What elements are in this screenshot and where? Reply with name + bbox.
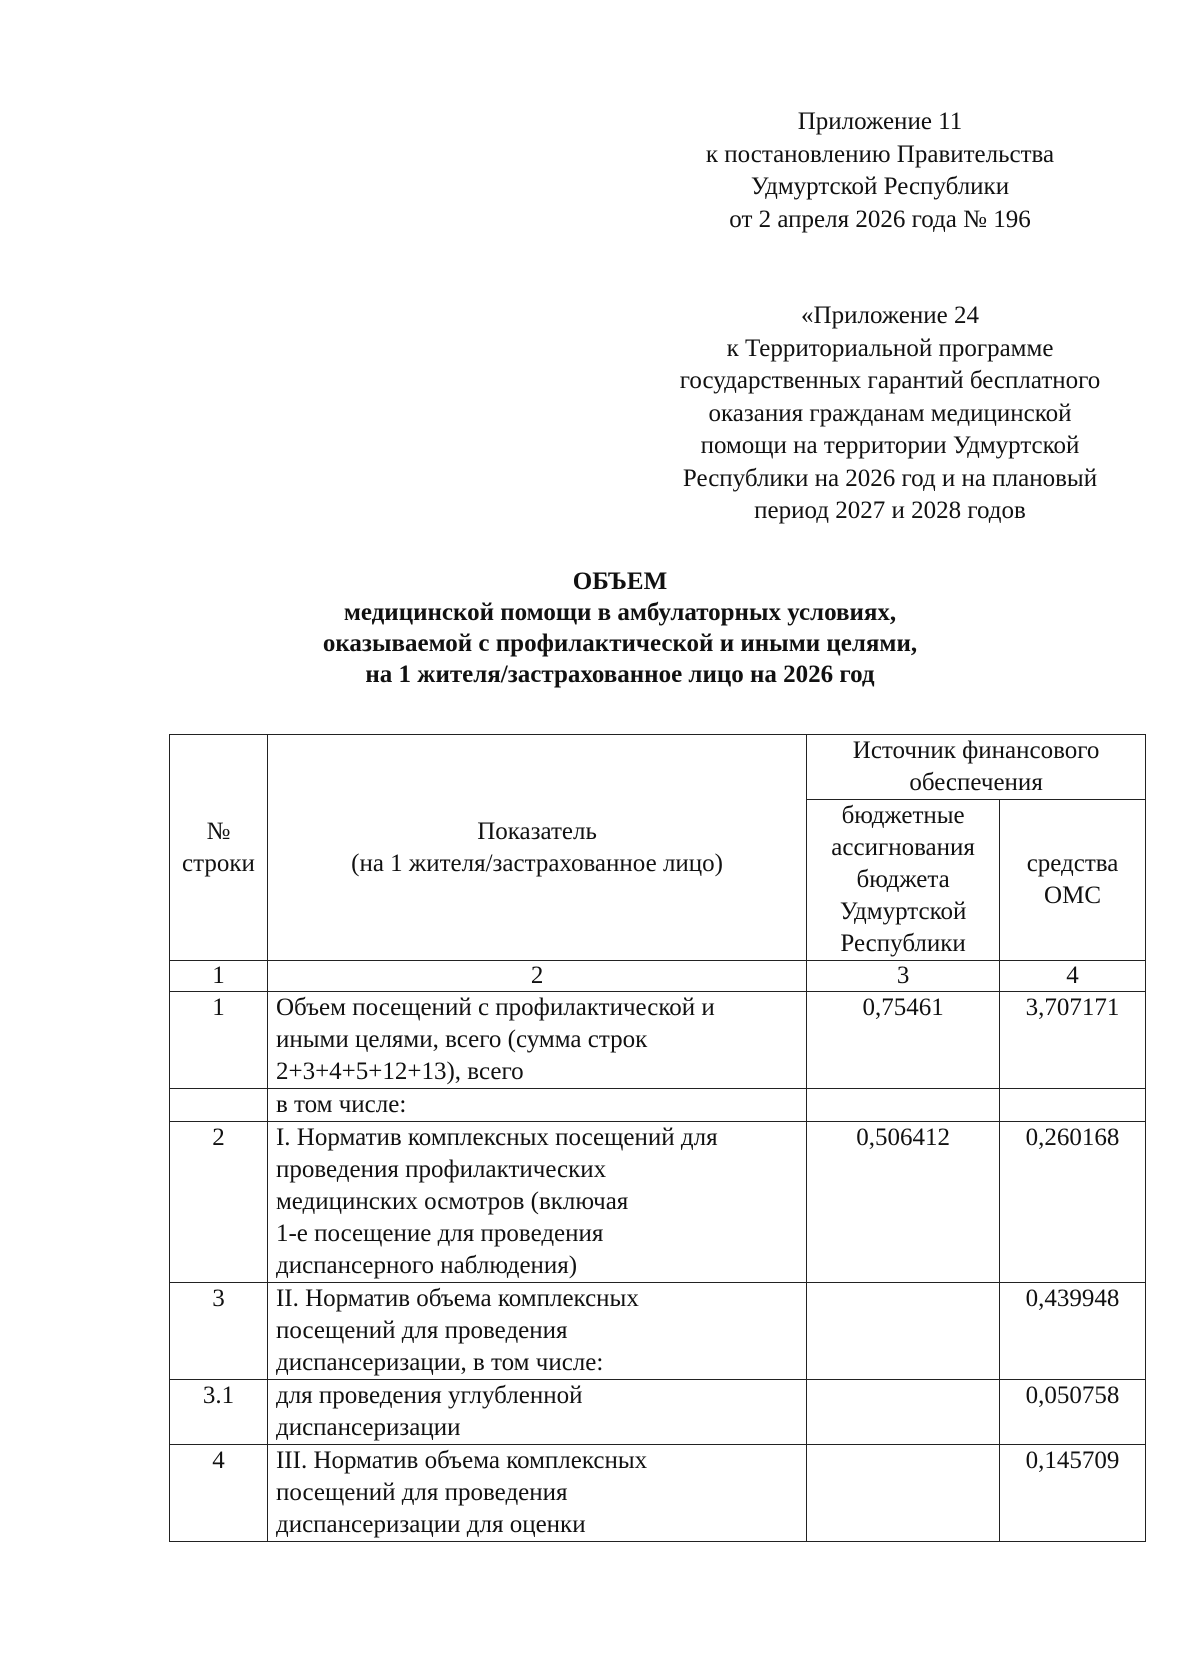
- header-funding-source: [807, 735, 1146, 800]
- row-indicator-line: диспансеризации: [275, 1414, 461, 1441]
- row-indicator-line: диспансеризации, в том числе:: [275, 1349, 604, 1376]
- row-number: 4: [170, 1445, 268, 1542]
- row-indicator-line: диспансерного наблюдения): [275, 1252, 578, 1279]
- row-indicator-line: II. Норматив объема комплексных: [275, 1285, 639, 1312]
- appendix-24-line: «Приложение 24: [801, 302, 979, 329]
- row-budget-value: 0,75461: [807, 992, 1000, 1089]
- row-indicator-line: в том числе:: [275, 1091, 407, 1118]
- row-indicator: [267, 1089, 806, 1122]
- appendix-11-line: Приложение 11: [797, 108, 963, 135]
- table-row: [170, 1445, 1146, 1542]
- header-budget: [807, 800, 1000, 961]
- column-index: 1: [170, 961, 268, 992]
- row-indicator-line: диспансеризации для оценки: [275, 1511, 586, 1538]
- row-indicator-line: проведения профилактических: [275, 1156, 607, 1183]
- title-line: на 1 жителя/застрахованное лицо на 2026 год: [365, 661, 875, 688]
- row-indicator-line: 2+3+4+5+12+13), всего: [275, 1058, 524, 1085]
- appendix-11-line: Удмуртской Республики: [750, 173, 1010, 200]
- row-indicator: [267, 1445, 806, 1542]
- appendix-11-header: [660, 106, 1100, 236]
- appendix-11-line: от 2 апреля 2026 года № 196: [729, 205, 1031, 233]
- row-budget-value: [807, 1445, 1000, 1542]
- title-line: ОБЪЕМ: [572, 568, 668, 595]
- row-budget-value: [807, 1380, 1000, 1445]
- column-index: 2: [267, 961, 806, 992]
- table-header-row: [170, 735, 1146, 800]
- row-indicator-line: иными целями, всего (сумма строк: [275, 1026, 648, 1053]
- table-row: [170, 1380, 1146, 1445]
- volume-table: [169, 734, 1146, 1542]
- header-budget-line: бюджетные: [841, 802, 965, 829]
- row-indicator-line: I. Норматив комплексных посещений для: [275, 1124, 718, 1151]
- table-row: [170, 1089, 1146, 1122]
- row-budget-value: [807, 1283, 1000, 1380]
- header-row-number-line: строки: [182, 849, 255, 877]
- row-number: 2: [170, 1122, 268, 1283]
- title-line: медицинской помощи в амбулаторных условиях,: [343, 599, 897, 626]
- table-row: [170, 992, 1146, 1089]
- header-budget-line: бюджета: [856, 866, 950, 893]
- row-indicator-line: посещений для проведения: [275, 1317, 568, 1344]
- appendix-24-line: помощи на территории Удмуртской: [700, 432, 1080, 459]
- row-oms-value: 0,145709: [1000, 1445, 1146, 1542]
- header-indicator-line: Показатель: [477, 817, 597, 845]
- row-indicator: [267, 1283, 806, 1380]
- row-indicator-line: 1-е посещение для проведения: [275, 1220, 604, 1247]
- row-budget-value: 0,506412: [807, 1122, 1000, 1283]
- row-oms-value: 3,707171: [1000, 992, 1146, 1089]
- row-indicator-line: посещений для проведения: [275, 1479, 568, 1506]
- header-row-number-line: №: [206, 817, 231, 845]
- row-indicator-line: для проведения углубленной: [275, 1382, 583, 1409]
- appendix-24-line: Республики на 2026 год и на плановый: [682, 464, 1098, 492]
- row-number: 3.1: [170, 1380, 268, 1445]
- header-row-number: [170, 735, 268, 961]
- column-index: 4: [1000, 961, 1146, 992]
- row-indicator-line: III. Норматив объема комплексных: [275, 1447, 648, 1474]
- row-budget-value: [807, 1089, 1000, 1122]
- header-funding-source-line: обеспечения: [909, 769, 1043, 796]
- header-budget-line: ассигнования: [831, 834, 975, 861]
- header-indicator-line: (на 1 жителя/застрахованное лицо): [351, 849, 723, 877]
- header-budget-line: Республики: [840, 930, 966, 957]
- row-number: [170, 1089, 268, 1122]
- appendix-11-line: к постановлению Правительства: [705, 140, 1055, 168]
- row-oms-value: 0,050758: [1000, 1380, 1146, 1445]
- header-budget-line: Удмуртской: [839, 898, 967, 925]
- header-indicator: [267, 735, 806, 961]
- header-oms-line: средства: [1026, 850, 1119, 877]
- row-oms-value: [1000, 1089, 1146, 1122]
- document-title: [200, 566, 1040, 690]
- column-index: 3: [807, 961, 1000, 992]
- row-indicator: [267, 1122, 806, 1283]
- table-row: [170, 1122, 1146, 1283]
- header-funding-source-line: Источник финансового: [852, 737, 1100, 764]
- table-row: [170, 1283, 1146, 1380]
- row-number: 3: [170, 1283, 268, 1380]
- column-index-row: [170, 961, 1146, 992]
- row-number: 1: [170, 992, 268, 1089]
- appendix-24-line: к Территориальной программе: [726, 334, 1054, 362]
- appendix-24-line: период 2027 и 2028 годов: [754, 497, 1026, 524]
- row-indicator: [267, 992, 806, 1089]
- row-oms-value: 0,439948: [1000, 1283, 1146, 1380]
- row-indicator-line: Объем посещений с профилактической и: [275, 994, 715, 1021]
- title-line: оказываемой с профилактической и иными целями,: [322, 630, 918, 657]
- header-oms-line: ОМС: [1044, 882, 1102, 909]
- row-indicator-line: медицинских осмотров (включая: [275, 1188, 629, 1215]
- appendix-24-line: государственных гарантий бесплатного: [679, 367, 1101, 394]
- appendix-24-line: оказания гражданам медицинской: [708, 399, 1072, 427]
- row-oms-value: 0,260168: [1000, 1122, 1146, 1283]
- header-oms: [1000, 800, 1146, 961]
- row-indicator: [267, 1380, 806, 1445]
- appendix-24-header: [640, 300, 1140, 528]
